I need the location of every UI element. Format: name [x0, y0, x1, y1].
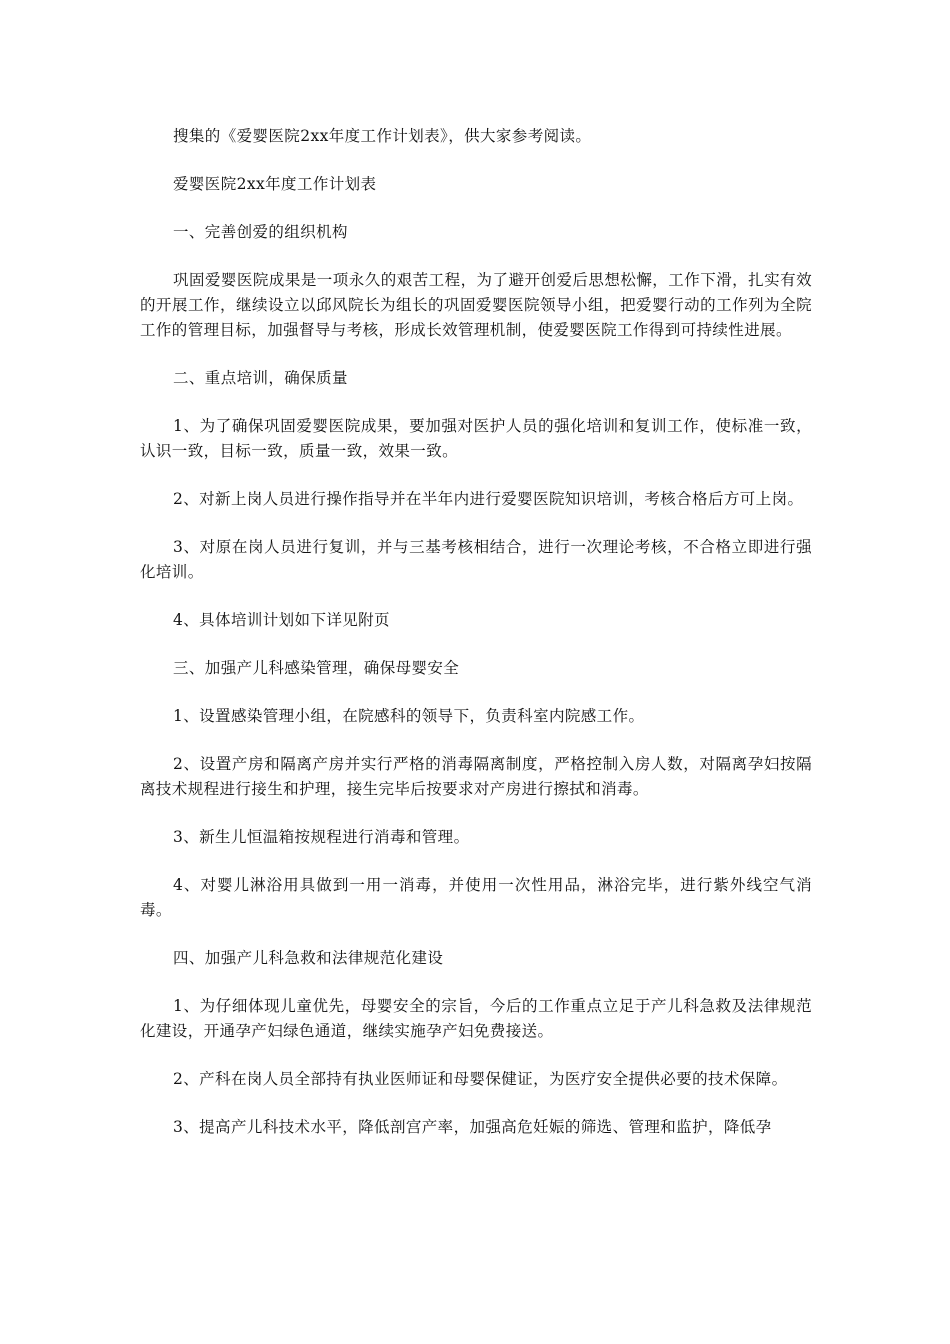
section-4-item-3: 3、提高产儿科技术水平，降低剖宫产率，加强高危妊娠的筛选、管理和监护，降低孕: [173, 1118, 772, 1136]
section-heading-4: 四、加强产儿科急救和法律规范化建设: [173, 949, 444, 967]
section-heading-3: 三、加强产儿科感染管理，确保母婴安全: [173, 659, 460, 677]
section-2-item-3: 3、对原在岗人员进行复训，并与三基考核相结合，进行一次理论考核，不合格立即进行强化培训。: [140, 538, 812, 581]
section-heading-2: 二、重点培训，确保质量: [173, 369, 348, 387]
section-2-item-2: 2、对新上岗人员进行操作指导并在半年内进行爱婴医院知识培训，考核合格后方可上岗。: [173, 490, 804, 508]
section-4-item-1: 1、为仔细体现儿童优先，母婴安全的宗旨，今后的工作重点立足于产儿科急救及法律规范化建设，开通孕产妇绿色通道，继续实施孕产妇免费接送。: [140, 997, 812, 1040]
section-3-item-2: 2、设置产房和隔离产房并实行严格的消毒隔离制度，严格控制入房人数，对隔离孕妇按隔离技术规程进行接生和护理，接生完毕后按要求对产房进行擦拭和消毒。: [140, 755, 812, 798]
section-3-item-4: 4、对婴儿淋浴用具做到一用一消毒，并使用一次性用品，淋浴完毕，进行紫外线空气消毒。: [140, 876, 812, 919]
section-2-item-4: 4、具体培训计划如下详见附页: [173, 611, 390, 629]
section-1-paragraph: 巩固爱婴医院成果是一项永久的艰苦工程，为了避开创爱后思想松懈，工作下滑，扎实有效的开展工作，继续设立以邱风院长为组长的巩固爱婴医院领导小组，把爱婴行动的工作列为全院工作的管理目标，加强督导与考核，形成长效管理机制，使爱婴医院工作得到可持续性进展。: [140, 271, 812, 339]
intro-paragraph: 搜集的《爱婴医院2xx年度工作计划表》，供大家参考阅读。: [173, 127, 592, 145]
document-body: [140, 124, 812, 1163]
section-3-item-1: 1、设置感染管理小组，在院感科的领导下，负责科室内院感工作。: [173, 707, 645, 725]
section-4-item-2: 2、产科在岗人员全部持有执业医师证和母婴保健证，为医疗安全提供必要的技术保障。: [173, 1070, 788, 1088]
section-heading-1: 一、完善创爱的组织机构: [173, 223, 348, 241]
section-2-item-1: 1、为了确保巩固爱婴医院成果，要加强对医护人员的强化培训和复训工作，使标准一致，认识一致，目标一致，质量一致，效果一致。: [140, 417, 812, 460]
section-3-item-3: 3、新生儿恒温箱按规程进行消毒和管理。: [173, 828, 470, 846]
document-title: 爱婴医院2xx年度工作计划表: [173, 175, 377, 193]
